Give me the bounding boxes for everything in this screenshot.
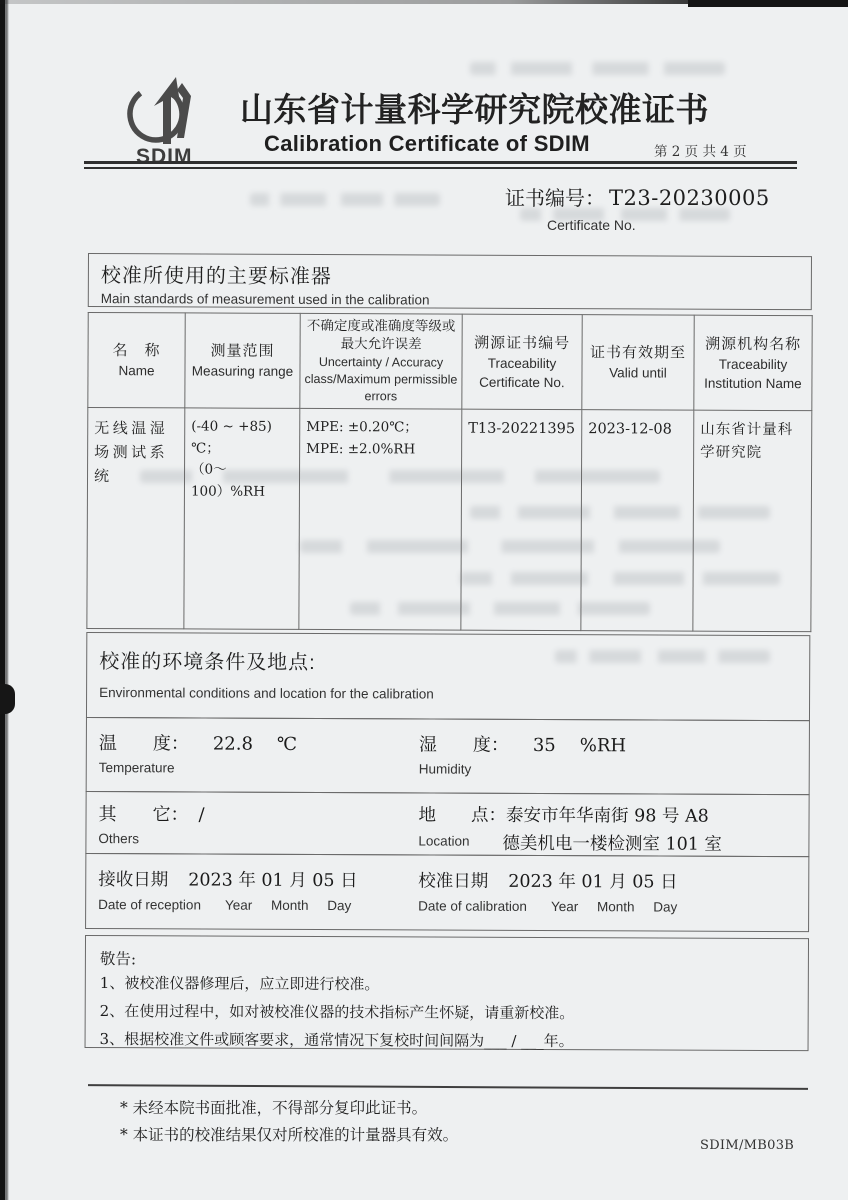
temperature-value: 22.8	[212, 733, 253, 755]
col-header-measuring-range	[185, 313, 300, 409]
col-institution-en: Traceability Institution Name	[704, 357, 802, 391]
col-uncertainty-zh: 不确定度或准确度等级或最大允许误差	[306, 317, 456, 352]
calibration-label-en: Date of calibration	[418, 898, 527, 914]
cell-traceability-cert-no: T13-20221395	[461, 409, 582, 631]
reception-label-zh: 接收日期	[98, 870, 169, 891]
cell-valid-until: 2023-12-08	[581, 410, 694, 631]
standards-header-row	[88, 313, 812, 411]
location-label-zh: 地 点：	[418, 805, 507, 826]
mpe-line-2: MPE: ±2.0%RH	[306, 440, 416, 458]
cell-measuring-range	[184, 408, 300, 629]
certificate-number-label-zh: 证书编号：	[505, 186, 605, 210]
temperature-humidity-row	[86, 717, 810, 795]
standards-table	[86, 312, 812, 632]
temperature-label-en: Temperature	[98, 760, 175, 776]
standards-section-header	[88, 253, 812, 310]
header-divider	[84, 161, 797, 169]
location-line-2: 德美机电一楼检测室 101 室	[502, 833, 722, 855]
others-label-en: Others	[98, 831, 139, 847]
col-name-zh: 名 称	[112, 342, 161, 360]
notice-title: 敬告:	[99, 950, 137, 969]
col-header-valid-until	[582, 315, 694, 410]
sdim-logo	[118, 74, 228, 168]
sdim-logo-icon	[118, 74, 228, 168]
footnotes	[120, 1095, 458, 1149]
reception-date-value: 2023 年 01 月 05 日	[188, 870, 358, 892]
standards-title-zh: 校准所使用的主要标准器	[100, 265, 332, 289]
location-label-en: Location	[418, 833, 470, 849]
humidity-field	[419, 730, 809, 794]
scan-edge-top-right	[688, 0, 848, 7]
date-of-calibration-field	[418, 867, 808, 931]
col-header-traceability-no	[462, 314, 582, 410]
col-range-en: Measuring range	[191, 363, 294, 380]
calibration-units-en: Year Month Day	[550, 899, 678, 915]
col-header-institution	[694, 315, 812, 411]
environment-title-en: Environmental conditions and location for the calibration	[99, 685, 434, 702]
notice-item-2: 2、在使用过程中，如对被校准仪器的技术指标产生怀疑，请重新校准。	[99, 1002, 575, 1023]
col-header-name	[88, 313, 185, 408]
scan-edge-bump	[0, 684, 15, 714]
notice-item-3: 3、根据校准文件或顾客要求，通常情况下复校时间间隔为___ / ___年。	[99, 1030, 574, 1051]
temperature-label-zh: 温 度：	[98, 733, 189, 755]
temperature-field	[87, 729, 419, 792]
footnote-2: * 本证书的校准结果仅对所校准的计量器具有效。	[120, 1126, 459, 1144]
certificate-number	[505, 182, 770, 211]
humidity-label-zh: 湿 度：	[418, 734, 509, 756]
col-institution-zh: 溯源机构名称	[705, 335, 802, 354]
reception-label-en: Date of reception	[98, 897, 202, 913]
svg-text:SDIM: SDIM	[136, 145, 193, 168]
others-field	[86, 800, 418, 854]
bleed-through-artifact	[470, 62, 725, 75]
certificate-number-label-en: Certificate No.	[547, 217, 636, 233]
range-line-2: （0～100）%RH	[190, 461, 266, 500]
footer-divider	[88, 1084, 808, 1090]
col-range-zh: 测量范围	[210, 342, 275, 361]
location-field	[418, 801, 808, 856]
calibration-date-value: 2023 年 01 月 05 日	[508, 871, 678, 893]
cell-institution: 山东省计量科学研究院	[693, 410, 812, 632]
col-name-en: Name	[118, 363, 155, 379]
footnote-1: * 未经本院书面批准，不得部分复印此证书。	[120, 1099, 428, 1117]
form-code: SDIM/MB03B	[700, 1138, 795, 1153]
certificate-number-value: T23-20230005	[609, 186, 770, 210]
temperature-unit: ℃	[276, 733, 298, 755]
certificate-title-en: Calibration Certificate of SDIM	[264, 131, 590, 156]
reception-units-en: Year Month Day	[224, 897, 352, 914]
humidity-unit: %RH	[579, 735, 627, 757]
dates-row	[85, 853, 809, 932]
col-traceability-zh: 溯源证书编号	[474, 334, 571, 353]
bleed-through-artifact	[250, 193, 440, 206]
humidity-value: 35	[532, 734, 556, 757]
others-location-row	[85, 791, 809, 857]
col-valid-zh: 证书有效期至	[590, 344, 687, 363]
location-line-1: 泰安市年华南街 98 号 A8	[506, 805, 709, 827]
col-traceability-en: Traceability Certificate No.	[479, 356, 565, 390]
cell-mpe	[299, 408, 462, 630]
mpe-line-1: MPE: ±0.20℃；	[306, 418, 418, 436]
range-line-1: (-40 ~ +85) ℃；	[191, 418, 272, 457]
humidity-label-en: Humidity	[418, 761, 472, 777]
standards-data-row	[87, 408, 812, 632]
standards-title-en: Main standards of measurement used in the calibration	[100, 291, 430, 308]
certificate-title-zh: 山东省计量科学研究院校准证书	[240, 90, 709, 129]
calibration-label-zh: 校准日期	[418, 871, 489, 892]
notice-box	[85, 935, 809, 1051]
notice-item-1: 1、被校准仪器修理后，应立即进行校准。	[99, 974, 380, 994]
environment-section-header	[86, 632, 810, 721]
page-number: 第 2 页 共 4 页	[654, 144, 747, 160]
others-label-zh: 其 它：	[98, 804, 189, 826]
col-header-uncertainty	[300, 313, 462, 409]
environment-title-zh: 校准的环境条件及地点:	[99, 651, 316, 674]
col-uncertainty-en: Uncertainty / Accuracy class/Maximum permissible errors	[304, 355, 458, 404]
certificate-body	[85, 253, 812, 1051]
scan-edge-left	[0, 0, 9, 1200]
date-of-reception-field	[86, 866, 418, 929]
others-value: /	[198, 804, 205, 826]
cell-standard-name: 无线温湿场测试系统	[87, 408, 185, 629]
col-valid-en: Valid until	[609, 365, 667, 381]
